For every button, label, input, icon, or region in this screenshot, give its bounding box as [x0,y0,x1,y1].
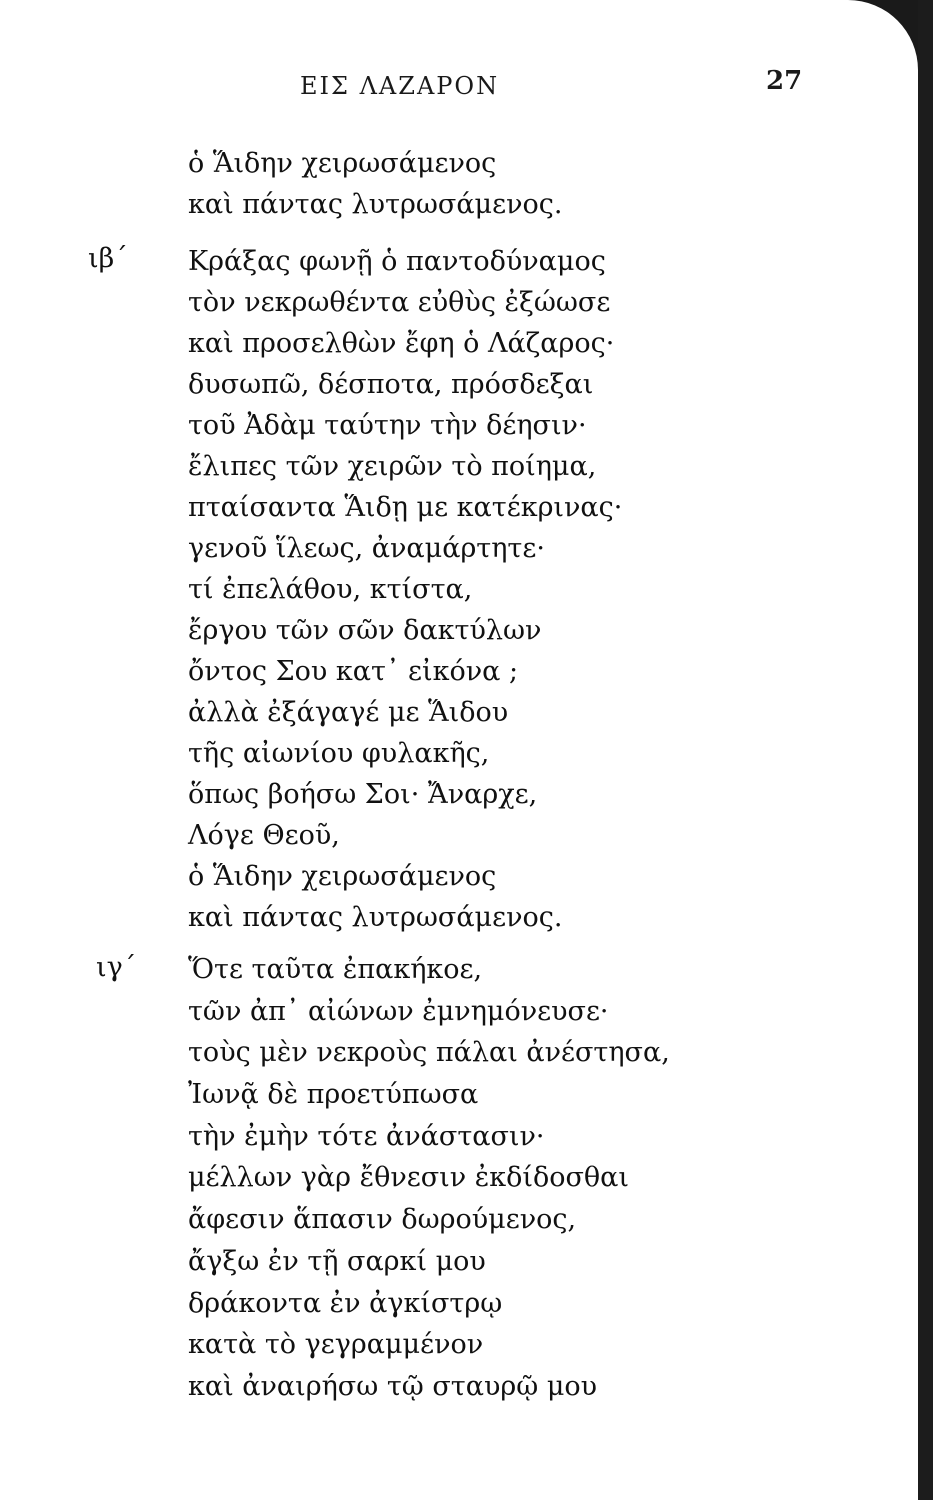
verse-line: ὁ Ἅιδην χειρωσάμενος [188,861,497,892]
verse-line: ὅπως βοήσω Σοι· Ἄναρχε, [188,779,538,810]
verse-line: Κράξας φωνῇ ὁ παντοδύναμος [188,246,606,277]
verse-line: μέλλων γὰρ ἔθνεσιν ἐκδίδοσθαι [188,1162,629,1194]
running-header: ΕΙΣ ΛΑΖΑΡΟΝ [300,72,500,100]
verse-line: δράκοντα ἐν ἀγκίστρῳ [188,1287,503,1319]
verse-line: ὄντος Σου κατ᾽ εἰκόνα ; [188,656,519,687]
verse-line: τὸν νεκρωθέντα εὐθὺς ἐξώωσε [188,287,611,318]
verse-line: πταίσαντα Ἅιδῃ με κατέκρινας· [188,492,623,523]
continuation-verse [188,143,562,225]
verse-line: ὁ Ἅιδην χειρωσάμενος [188,148,497,179]
verse-line: τὴν ἐμὴν τότε ἀνάστασιν· [188,1120,545,1152]
verse-line: ἔλιπες τῶν χειρῶν τὸ ποίημα, [188,451,597,482]
verse-line: τοὺς μὲν νεκροὺς πάλαι ἀνέστησα, [188,1037,670,1069]
verse-line: τῶν ἀπ᾽ αἰώνων ἐμνημόνευσε· [188,995,609,1027]
verse-line: τί ἐπελάθου, κτίστα, [188,574,473,605]
stanza-number: ιβ΄ [88,243,128,274]
verse-line: κατὰ τὸ γεγραμμένον [188,1329,484,1361]
stanza-number: ιγ΄ [96,952,137,983]
verse-line: τῆς αἰωνίου φυλακῆς, [188,738,490,769]
verse-line: γενοῦ ἵλεως, ἀναμάρτητε· [188,533,545,564]
verse-line: τοῦ Ἀδὰμ ταύτην τὴν δέησιν· [188,410,587,441]
verse-line: Λόγε Θεοῦ, [188,820,340,851]
verse-line: καὶ πάντας λυτρωσάμενος. [188,902,563,933]
verse-line: ἔργου τῶν σῶν δακτύλων [188,615,542,646]
stanza-verse [188,949,670,1408]
stanza-verse [188,241,622,938]
verse-line: καὶ πάντας λυτρωσάμενος. [188,189,563,220]
verse-line: Ὅτε ταῦτα ἐπακήκοε, [188,954,483,985]
verse-line: ἄφεσιν ἅπασιν δωρούμενος, [188,1204,577,1236]
verse-line: Ἰωνᾷ δὲ προετύπωσα [188,1079,479,1111]
verse-line: καὶ προσελθὼν ἔφη ὁ Λάζαρος· [188,328,615,359]
page-number: 27 [766,66,803,96]
verse-line: ἄγξω ἐν τῇ σαρκί μου [188,1245,486,1277]
verse-line: δυσωπῶ, δέσποτα, πρόσδεξαι [188,369,594,400]
verse-line: ἀλλὰ ἐξάγαγέ με Ἅιδου [188,697,509,728]
verse-line: καὶ ἀναιρήσω τῷ σταυρῷ μου [188,1370,598,1402]
page-edge [918,0,933,1500]
